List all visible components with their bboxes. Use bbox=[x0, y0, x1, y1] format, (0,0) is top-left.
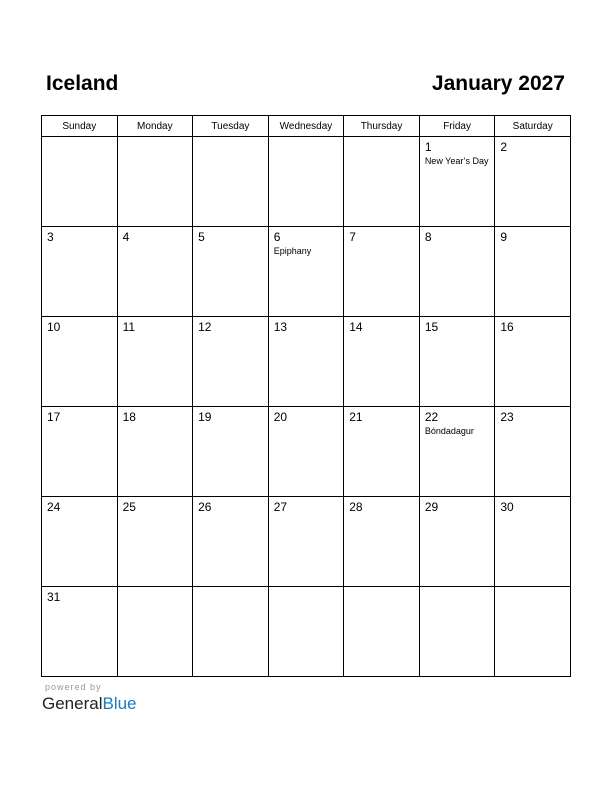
day-number: 9 bbox=[500, 230, 508, 244]
day-number: 4 bbox=[122, 230, 130, 244]
day-cell bbox=[193, 137, 269, 227]
day-cell bbox=[268, 137, 344, 227]
day-cell bbox=[117, 587, 193, 677]
day-number: 7 bbox=[349, 230, 356, 244]
day-cell bbox=[193, 317, 269, 407]
day-number: 3 bbox=[47, 230, 54, 244]
day-number: 18 bbox=[122, 410, 136, 424]
day-number: 17 bbox=[47, 410, 61, 424]
day-number: 1 bbox=[424, 140, 432, 154]
day-number: 5 bbox=[198, 230, 205, 244]
weekday-monday: Monday bbox=[117, 116, 193, 137]
day-cell bbox=[419, 587, 495, 677]
day-number: 10 bbox=[47, 320, 61, 334]
generalblue-logo[interactable] bbox=[42, 694, 137, 714]
day-number: 30 bbox=[500, 500, 514, 514]
day-number: 16 bbox=[500, 320, 514, 334]
day-cell bbox=[344, 137, 420, 227]
holiday-label: Bóndadagur bbox=[424, 426, 474, 436]
month-year-title: January 2027 bbox=[431, 72, 565, 95]
day-number: 13 bbox=[273, 320, 288, 334]
day-number: 22 bbox=[424, 410, 439, 424]
brand-general: General bbox=[42, 694, 103, 713]
day-cell bbox=[117, 227, 193, 317]
day-cell bbox=[117, 137, 193, 227]
day-number: 15 bbox=[424, 320, 439, 334]
day-number: 19 bbox=[198, 410, 212, 424]
day-cell bbox=[268, 497, 344, 587]
day-cell bbox=[42, 497, 118, 587]
day-number: 11 bbox=[122, 320, 136, 334]
weekday-thursday: Thursday bbox=[344, 116, 420, 137]
day-cell bbox=[42, 317, 118, 407]
powered-by-label: powered by bbox=[45, 682, 102, 692]
week-row bbox=[42, 497, 571, 587]
calendar-grid bbox=[41, 115, 571, 677]
day-cell bbox=[495, 137, 571, 227]
day-cell bbox=[495, 407, 571, 497]
day-number: 14 bbox=[349, 320, 363, 334]
weekday-saturday: Saturday bbox=[495, 116, 571, 137]
day-number: 27 bbox=[273, 500, 288, 514]
day-cell bbox=[117, 407, 193, 497]
day-cell bbox=[344, 497, 420, 587]
day-cell bbox=[268, 407, 344, 497]
weekday-sunday: Sunday bbox=[42, 116, 118, 137]
day-cell bbox=[495, 587, 571, 677]
day-number: 23 bbox=[500, 410, 514, 424]
day-number: 21 bbox=[349, 410, 363, 424]
week-row bbox=[42, 227, 571, 317]
day-cell bbox=[495, 497, 571, 587]
day-number: 12 bbox=[198, 320, 212, 334]
day-number: 28 bbox=[349, 500, 363, 514]
week-row bbox=[42, 137, 571, 227]
day-cell bbox=[193, 497, 269, 587]
brand-blue: Blue bbox=[102, 694, 137, 713]
holiday-label: Epiphany bbox=[273, 246, 312, 256]
day-cell bbox=[42, 137, 118, 227]
day-cell bbox=[419, 137, 495, 227]
day-cell bbox=[344, 587, 420, 677]
day-cell bbox=[268, 317, 344, 407]
country-title: Iceland bbox=[46, 72, 119, 95]
day-cell bbox=[42, 227, 118, 317]
weekday-wednesday: Wednesday bbox=[268, 116, 344, 137]
week-row bbox=[42, 587, 571, 677]
weekday-header-row bbox=[42, 116, 571, 137]
day-cell bbox=[193, 407, 269, 497]
day-number: 6 bbox=[273, 230, 281, 244]
day-number: 20 bbox=[273, 410, 288, 424]
day-number: 31 bbox=[47, 590, 61, 604]
weekday-friday: Friday bbox=[419, 116, 495, 137]
day-cell bbox=[419, 317, 495, 407]
day-cell bbox=[268, 587, 344, 677]
day-cell bbox=[419, 497, 495, 587]
week-row bbox=[42, 407, 571, 497]
day-number: 24 bbox=[47, 500, 61, 514]
holiday-label: New Year’s Day bbox=[424, 156, 489, 166]
day-cell bbox=[344, 407, 420, 497]
day-cell bbox=[193, 587, 269, 677]
day-number: 26 bbox=[198, 500, 212, 514]
day-cell bbox=[42, 407, 118, 497]
day-cell bbox=[42, 587, 118, 677]
day-cell bbox=[495, 317, 571, 407]
day-cell bbox=[344, 317, 420, 407]
day-cell bbox=[419, 407, 495, 497]
week-row bbox=[42, 317, 571, 407]
day-cell bbox=[117, 317, 193, 407]
day-cell bbox=[495, 227, 571, 317]
weekday-tuesday: Tuesday bbox=[193, 116, 269, 137]
day-cell bbox=[193, 227, 269, 317]
day-number: 25 bbox=[122, 500, 136, 514]
day-number: 29 bbox=[424, 500, 439, 514]
day-number: 8 bbox=[424, 230, 432, 244]
day-cell bbox=[117, 497, 193, 587]
day-number: 2 bbox=[500, 140, 508, 154]
day-cell bbox=[419, 227, 495, 317]
day-cell bbox=[268, 227, 344, 317]
day-cell bbox=[344, 227, 420, 317]
